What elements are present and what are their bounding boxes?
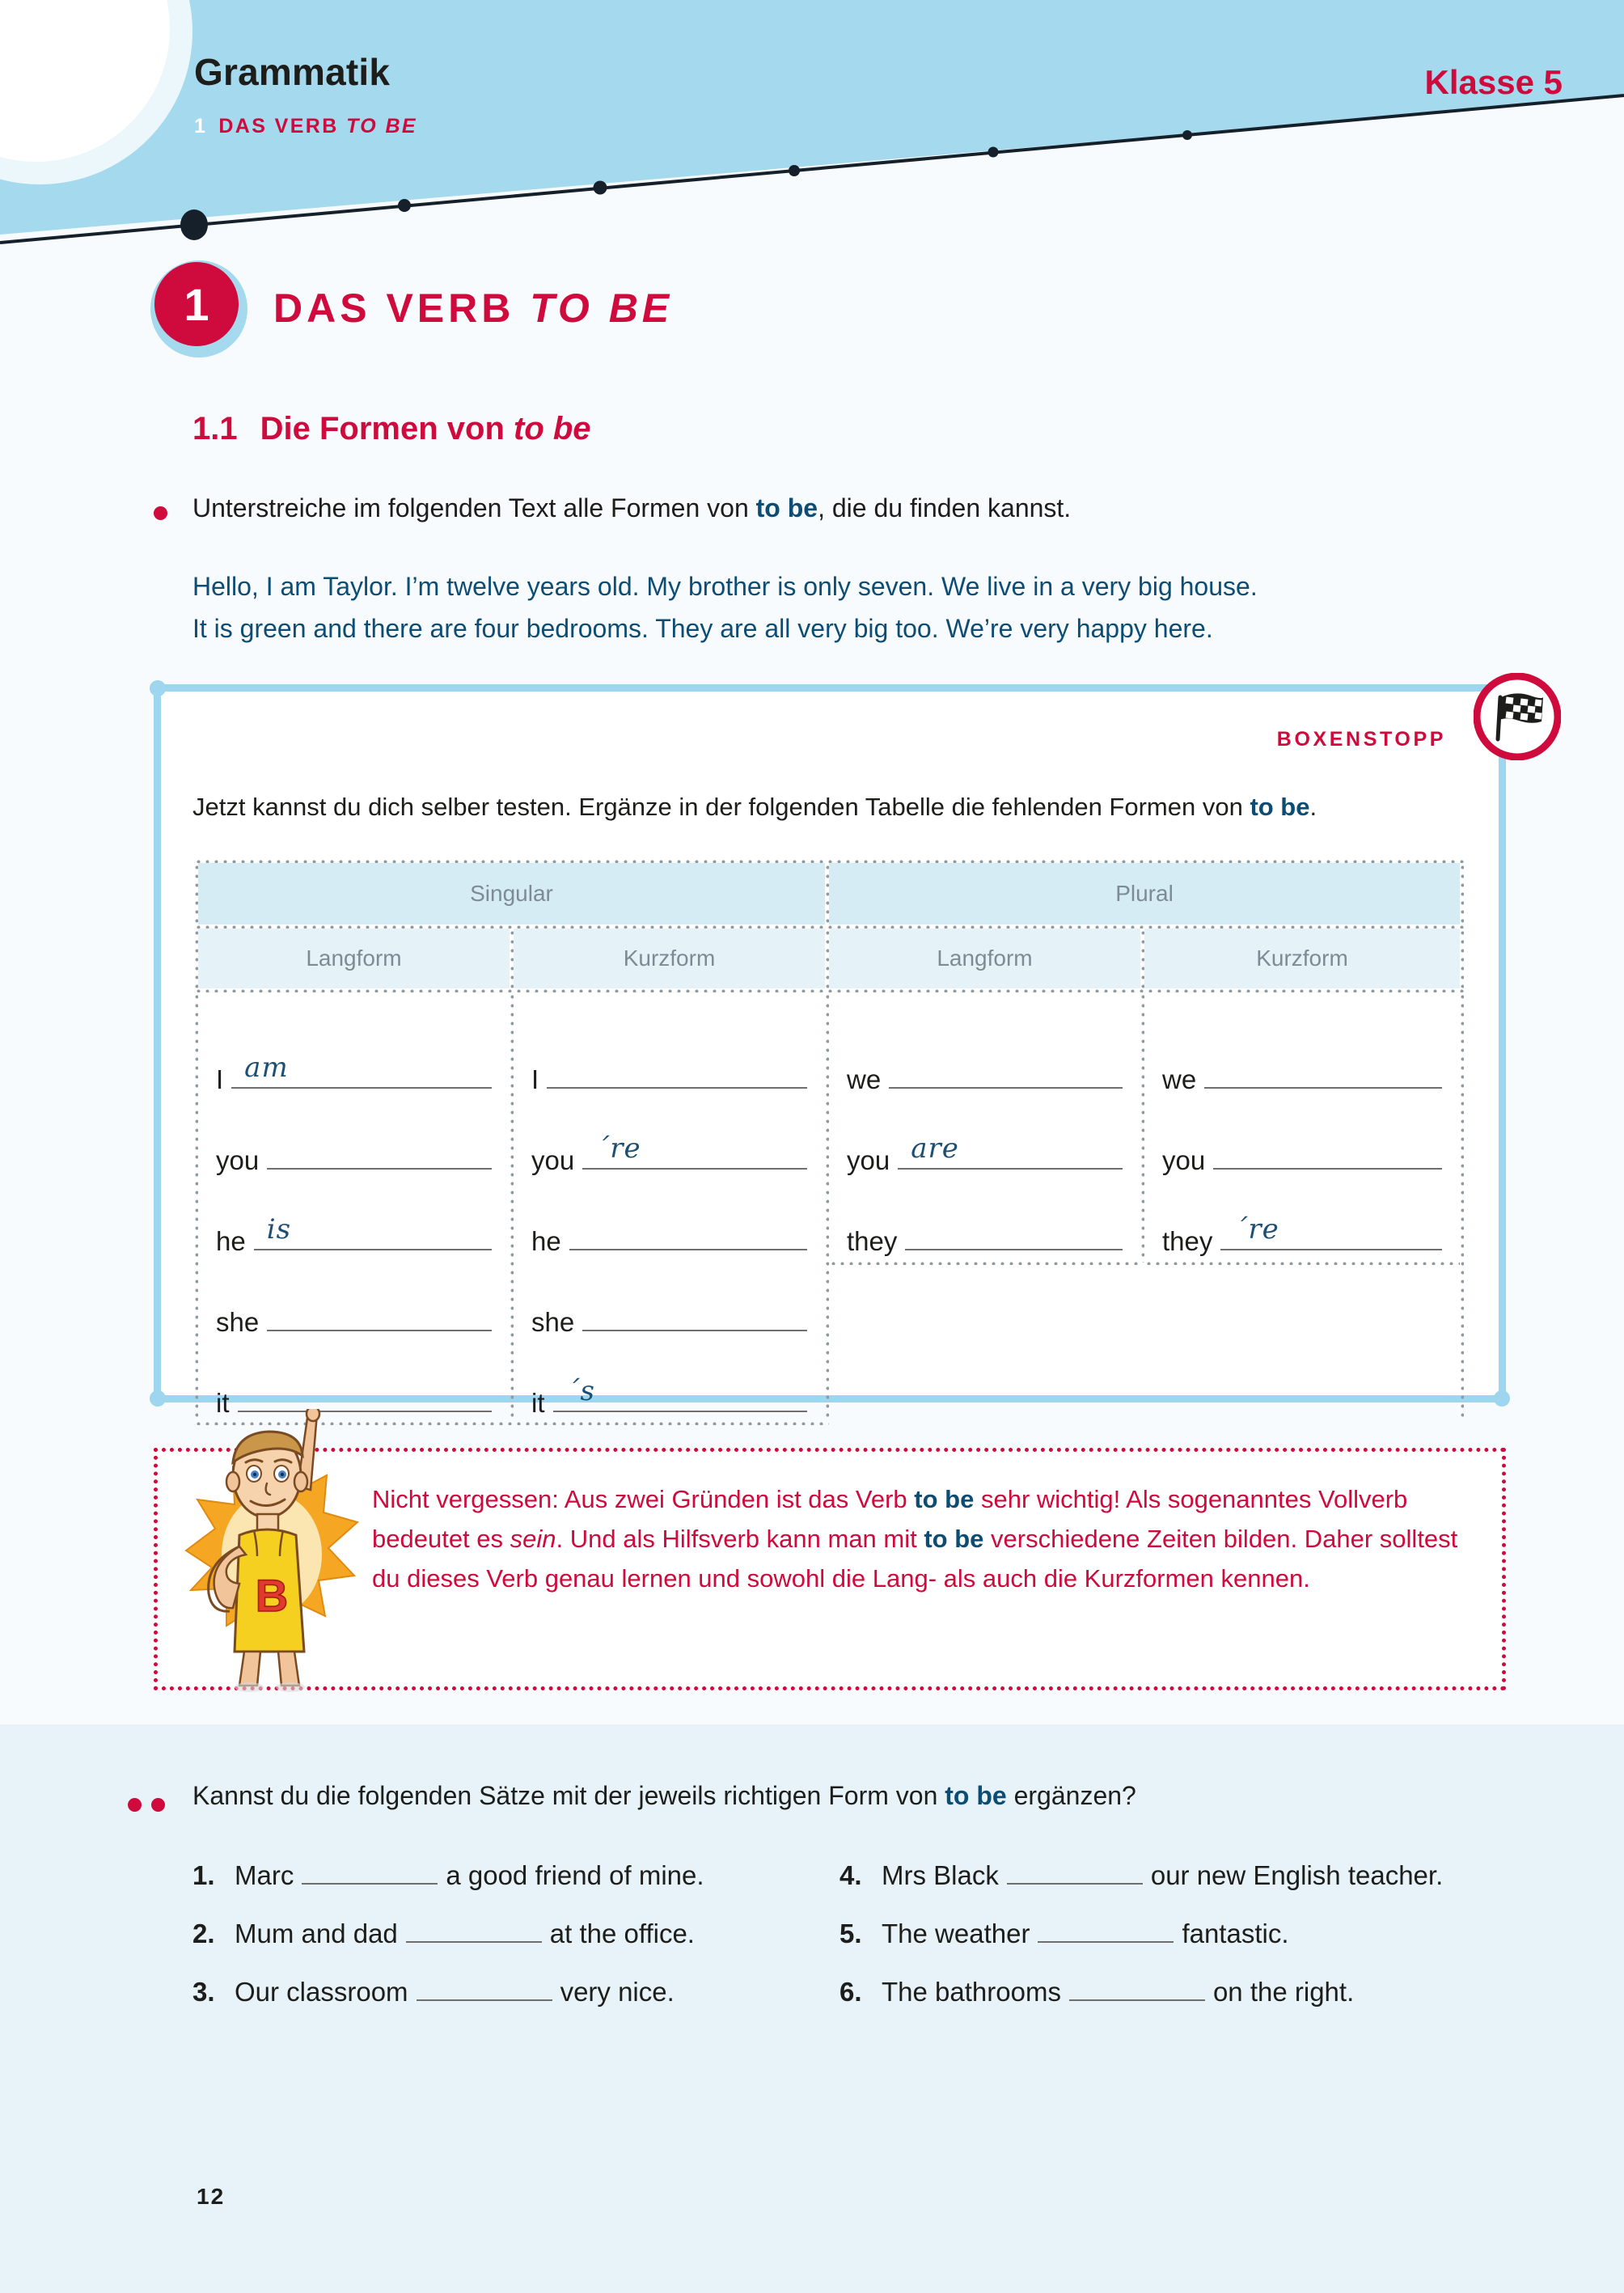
table-sub-header-2: Langform <box>829 929 1140 988</box>
pronoun-label: they <box>847 1226 898 1256</box>
boxenstopp-instruction-part1: Jetzt kannst du dich selber testen. Ergänze in der folgenden Tabelle die fehlenden Formen von <box>192 793 1250 821</box>
table-answer-row[interactable] <box>531 1012 807 1093</box>
exercise-item-5[interactable] <box>839 1919 1487 1949</box>
table-answer-row[interactable] <box>216 1012 492 1093</box>
handwritten-answer: is <box>266 1213 292 1246</box>
answer-blank[interactable] <box>898 1132 1123 1170</box>
table-sub-header-row <box>194 929 1464 988</box>
table-sub-header-3: Kurzform <box>1144 929 1460 988</box>
table-column-singular-kurzform <box>514 992 825 1421</box>
table-answer-row[interactable] <box>531 1335 807 1416</box>
section-heading <box>192 411 591 447</box>
pronoun-label: they <box>1162 1226 1213 1256</box>
conjugation-table <box>194 859 1464 1425</box>
answer-blank[interactable] <box>1213 1165 1442 1170</box>
pronoun-label: we <box>1162 1064 1197 1094</box>
handwritten-answer: ´re <box>1233 1213 1279 1246</box>
chapter-heading-italic: TO BE <box>530 286 674 331</box>
reading-line-2: It is green and there are four bedrooms. They are all very big too. We’re very happy here. <box>192 613 1213 643</box>
answer-blank[interactable] <box>889 1084 1123 1089</box>
pronoun-label: she <box>216 1307 260 1337</box>
table-answer-row[interactable] <box>531 1254 807 1335</box>
difficulty-dot-icon <box>151 1798 165 1812</box>
exercise-answer-blank[interactable] <box>1038 1938 1174 1943</box>
table-answer-row[interactable] <box>1162 1012 1442 1093</box>
exercise-number: 4. <box>839 1860 862 1890</box>
page-title: Grammatik <box>194 51 391 93</box>
mascot-character-icon <box>176 1409 362 1692</box>
remember-text <box>372 1480 1488 1599</box>
remember-i1: sein <box>510 1524 556 1553</box>
header-chapter-text: DAS VERB <box>218 115 339 137</box>
task1-instruction-part2: , die du finden kannst. <box>818 493 1072 522</box>
pronoun-label: it <box>531 1388 545 1418</box>
task2-exercise-grid <box>192 1860 1503 2035</box>
table-answer-row[interactable] <box>216 1174 492 1254</box>
exercise-text-before: Marc <box>235 1860 294 1890</box>
svg-text:B: B <box>255 1570 289 1621</box>
task1-instruction-part1: Unterstreiche im folgenden Text alle Formen von <box>192 493 756 522</box>
table-sub-header-0: Langform <box>198 929 510 988</box>
task1-instruction <box>192 489 1503 527</box>
header-chapter-number: 1 <box>194 115 208 137</box>
exercise-answer-blank[interactable] <box>1069 1996 1205 2001</box>
exercise-text-before: The bathrooms <box>882 1977 1061 2007</box>
pronoun-label: he <box>531 1226 561 1256</box>
handwritten-answer: ´re <box>595 1132 641 1165</box>
handwritten-answer: are <box>911 1132 959 1165</box>
answer-blank[interactable] <box>547 1084 807 1089</box>
panel-corner-dot <box>1494 1390 1510 1407</box>
table-answer-row[interactable] <box>531 1174 807 1254</box>
header-chapter-text-italic: TO BE <box>346 115 418 137</box>
table-answer-row[interactable] <box>216 1254 492 1335</box>
exercise-number: 2. <box>192 1919 215 1948</box>
task1-difficulty-bullet <box>154 506 167 524</box>
section-heading-plain: Die Formen von <box>260 411 505 446</box>
exercise-item-1[interactable] <box>192 1860 839 1891</box>
task2-difficulty-bullets <box>128 1798 165 1812</box>
handwritten-answer: am <box>244 1051 289 1084</box>
table-bottom-border-row <box>194 1421 1464 1425</box>
exercise-text-before: Our classroom <box>235 1977 408 2007</box>
pronoun-label: she <box>531 1307 575 1337</box>
pronoun-label: he <box>216 1226 246 1256</box>
pronoun-label: you <box>847 1145 890 1175</box>
task2-instruction-part2: ergänzen? <box>1006 1781 1136 1810</box>
remember-b1: to be <box>914 1485 975 1513</box>
answer-blank[interactable] <box>582 1326 807 1331</box>
exercise-answer-blank[interactable] <box>417 1996 552 2001</box>
handwritten-answer: ´s <box>565 1375 595 1407</box>
task1-reading-text <box>192 566 1487 650</box>
task1-instruction-bold: to be <box>755 493 818 522</box>
grade-level: Klasse 5 <box>1424 63 1563 101</box>
pronoun-label: it <box>216 1388 230 1418</box>
panel-corner-dot <box>150 1390 166 1407</box>
answer-blank[interactable] <box>267 1165 492 1170</box>
section-heading-italic: to be <box>514 411 591 446</box>
exercise-answer-blank[interactable] <box>302 1880 438 1885</box>
table-column-plural-langform <box>829 992 1140 1421</box>
table-answer-row[interactable] <box>1162 1093 1442 1174</box>
remember-s4: verschiedene Zeiten bilden. Daher solltest du dieses Verb genau lernen und sowohl die Lang- als auch die Kurzformen kennen. <box>372 1524 1458 1593</box>
plural-section-bottom-border <box>829 1261 1140 1265</box>
table-answer-row[interactable] <box>531 1093 807 1174</box>
pronoun-label: you <box>216 1145 260 1175</box>
boxenstopp-instruction-part2: . <box>1309 793 1317 821</box>
panel-corner-dot <box>150 680 166 696</box>
chapter-badge <box>150 260 247 357</box>
difficulty-dot-icon <box>154 506 167 520</box>
exercise-text-before: The weather <box>882 1919 1030 1948</box>
exercise-answer-blank[interactable] <box>406 1938 542 1943</box>
table-border-right <box>1460 929 1464 988</box>
exercise-text-before: Mrs Black <box>882 1860 999 1890</box>
task2-instruction <box>192 1781 1487 1811</box>
remember-s1: Nicht vergessen: Aus zwei Gründen ist das Verb <box>372 1485 915 1513</box>
exercise-item-4[interactable] <box>839 1860 1487 1891</box>
exercise-number: 5. <box>839 1919 862 1948</box>
exercise-text-after: at the office. <box>549 1919 695 1948</box>
answer-blank[interactable] <box>267 1326 492 1331</box>
answer-blank[interactable] <box>905 1246 1123 1250</box>
exercise-text-after: fantastic. <box>1182 1919 1289 1948</box>
table-border-right <box>1460 863 1464 924</box>
table-group-header-singular: Singular <box>198 863 825 924</box>
pronoun-label: I <box>531 1064 539 1094</box>
exercise-text-after: very nice. <box>560 1977 675 2007</box>
boxenstopp-label: BOXENSTOPP <box>1276 728 1446 751</box>
exercise-row <box>192 1977 1503 2035</box>
exercise-item-3[interactable] <box>192 1977 839 2007</box>
chapter-heading <box>273 285 673 332</box>
table-answer-row[interactable] <box>1162 1174 1442 1254</box>
table-sub-header-1: Kurzform <box>514 929 825 988</box>
pronoun-label: we <box>847 1064 882 1094</box>
exercise-text-after: a good friend of mine. <box>446 1860 704 1890</box>
table-column-plural-kurzform <box>1144 992 1460 1421</box>
table-body <box>194 992 1464 1421</box>
exercise-number: 6. <box>839 1977 862 2007</box>
task2-instruction-bold: to be <box>945 1781 1007 1810</box>
pronoun-label: you <box>531 1145 575 1175</box>
answer-blank[interactable] <box>582 1132 807 1170</box>
exercise-answer-blank[interactable] <box>1007 1880 1143 1885</box>
table-answer-row[interactable] <box>847 1174 1123 1254</box>
answer-blank[interactable] <box>231 1051 492 1089</box>
table-answer-row[interactable] <box>216 1093 492 1174</box>
table-answer-row[interactable] <box>847 1093 1123 1174</box>
exercise-number: 3. <box>192 1977 215 2007</box>
page-number: 12 <box>197 2184 226 2209</box>
chapter-badge-number: 1 <box>184 278 209 330</box>
answer-blank[interactable] <box>553 1375 808 1412</box>
exercise-number: 1. <box>192 1860 215 1890</box>
remember-s3: . Und als Hilfsverb kann man mit <box>556 1524 924 1553</box>
pronoun-label: you <box>1162 1145 1206 1175</box>
remember-s2: sehr wichtig! Als sogenanntes Vollverb bedeutet es <box>372 1485 1408 1553</box>
plural-section-bottom-border <box>1144 1261 1460 1265</box>
answer-blank[interactable] <box>1204 1084 1442 1089</box>
difficulty-dot-icon <box>128 1798 142 1812</box>
checkered-flag-icon <box>1474 673 1561 760</box>
chapter-heading-plain: DAS VERB <box>273 286 515 331</box>
exercise-row <box>192 1860 1503 1919</box>
exercise-row <box>192 1919 1503 1977</box>
section-number: 1.1 <box>192 411 238 446</box>
exercise-text-before: Mum and dad <box>235 1919 398 1948</box>
exercise-item-6[interactable] <box>839 1977 1487 2007</box>
boxenstopp-instruction <box>192 793 1454 822</box>
pronoun-label: I <box>216 1064 224 1094</box>
table-answer-row[interactable] <box>216 1335 492 1416</box>
header-chapter-label <box>194 115 417 138</box>
boxenstopp-instruction-bold: to be <box>1250 793 1310 821</box>
table-group-header-plural: Plural <box>829 863 1460 924</box>
reading-line-1: Hello, I am Taylor. I’m twelve years old. My brother is only seven. We live in a very big house. <box>192 572 1258 601</box>
table-column-singular-langform <box>198 992 510 1421</box>
task2-instruction-part1: Kannst du die folgenden Sätze mit der jeweils richtigen Form von <box>192 1781 945 1810</box>
exercise-text-after: on the right. <box>1212 1977 1355 2007</box>
exercise-text-after: our new English teacher. <box>1150 1860 1444 1890</box>
answer-blank[interactable] <box>569 1246 807 1250</box>
answer-blank[interactable] <box>1220 1213 1442 1250</box>
remember-b2: to be <box>924 1524 984 1553</box>
answer-blank[interactable] <box>254 1213 492 1250</box>
table-answer-row[interactable] <box>847 1012 1123 1093</box>
table-group-header-row <box>194 863 1464 924</box>
table-border-right <box>1460 992 1464 1421</box>
exercise-item-2[interactable] <box>192 1919 839 1949</box>
